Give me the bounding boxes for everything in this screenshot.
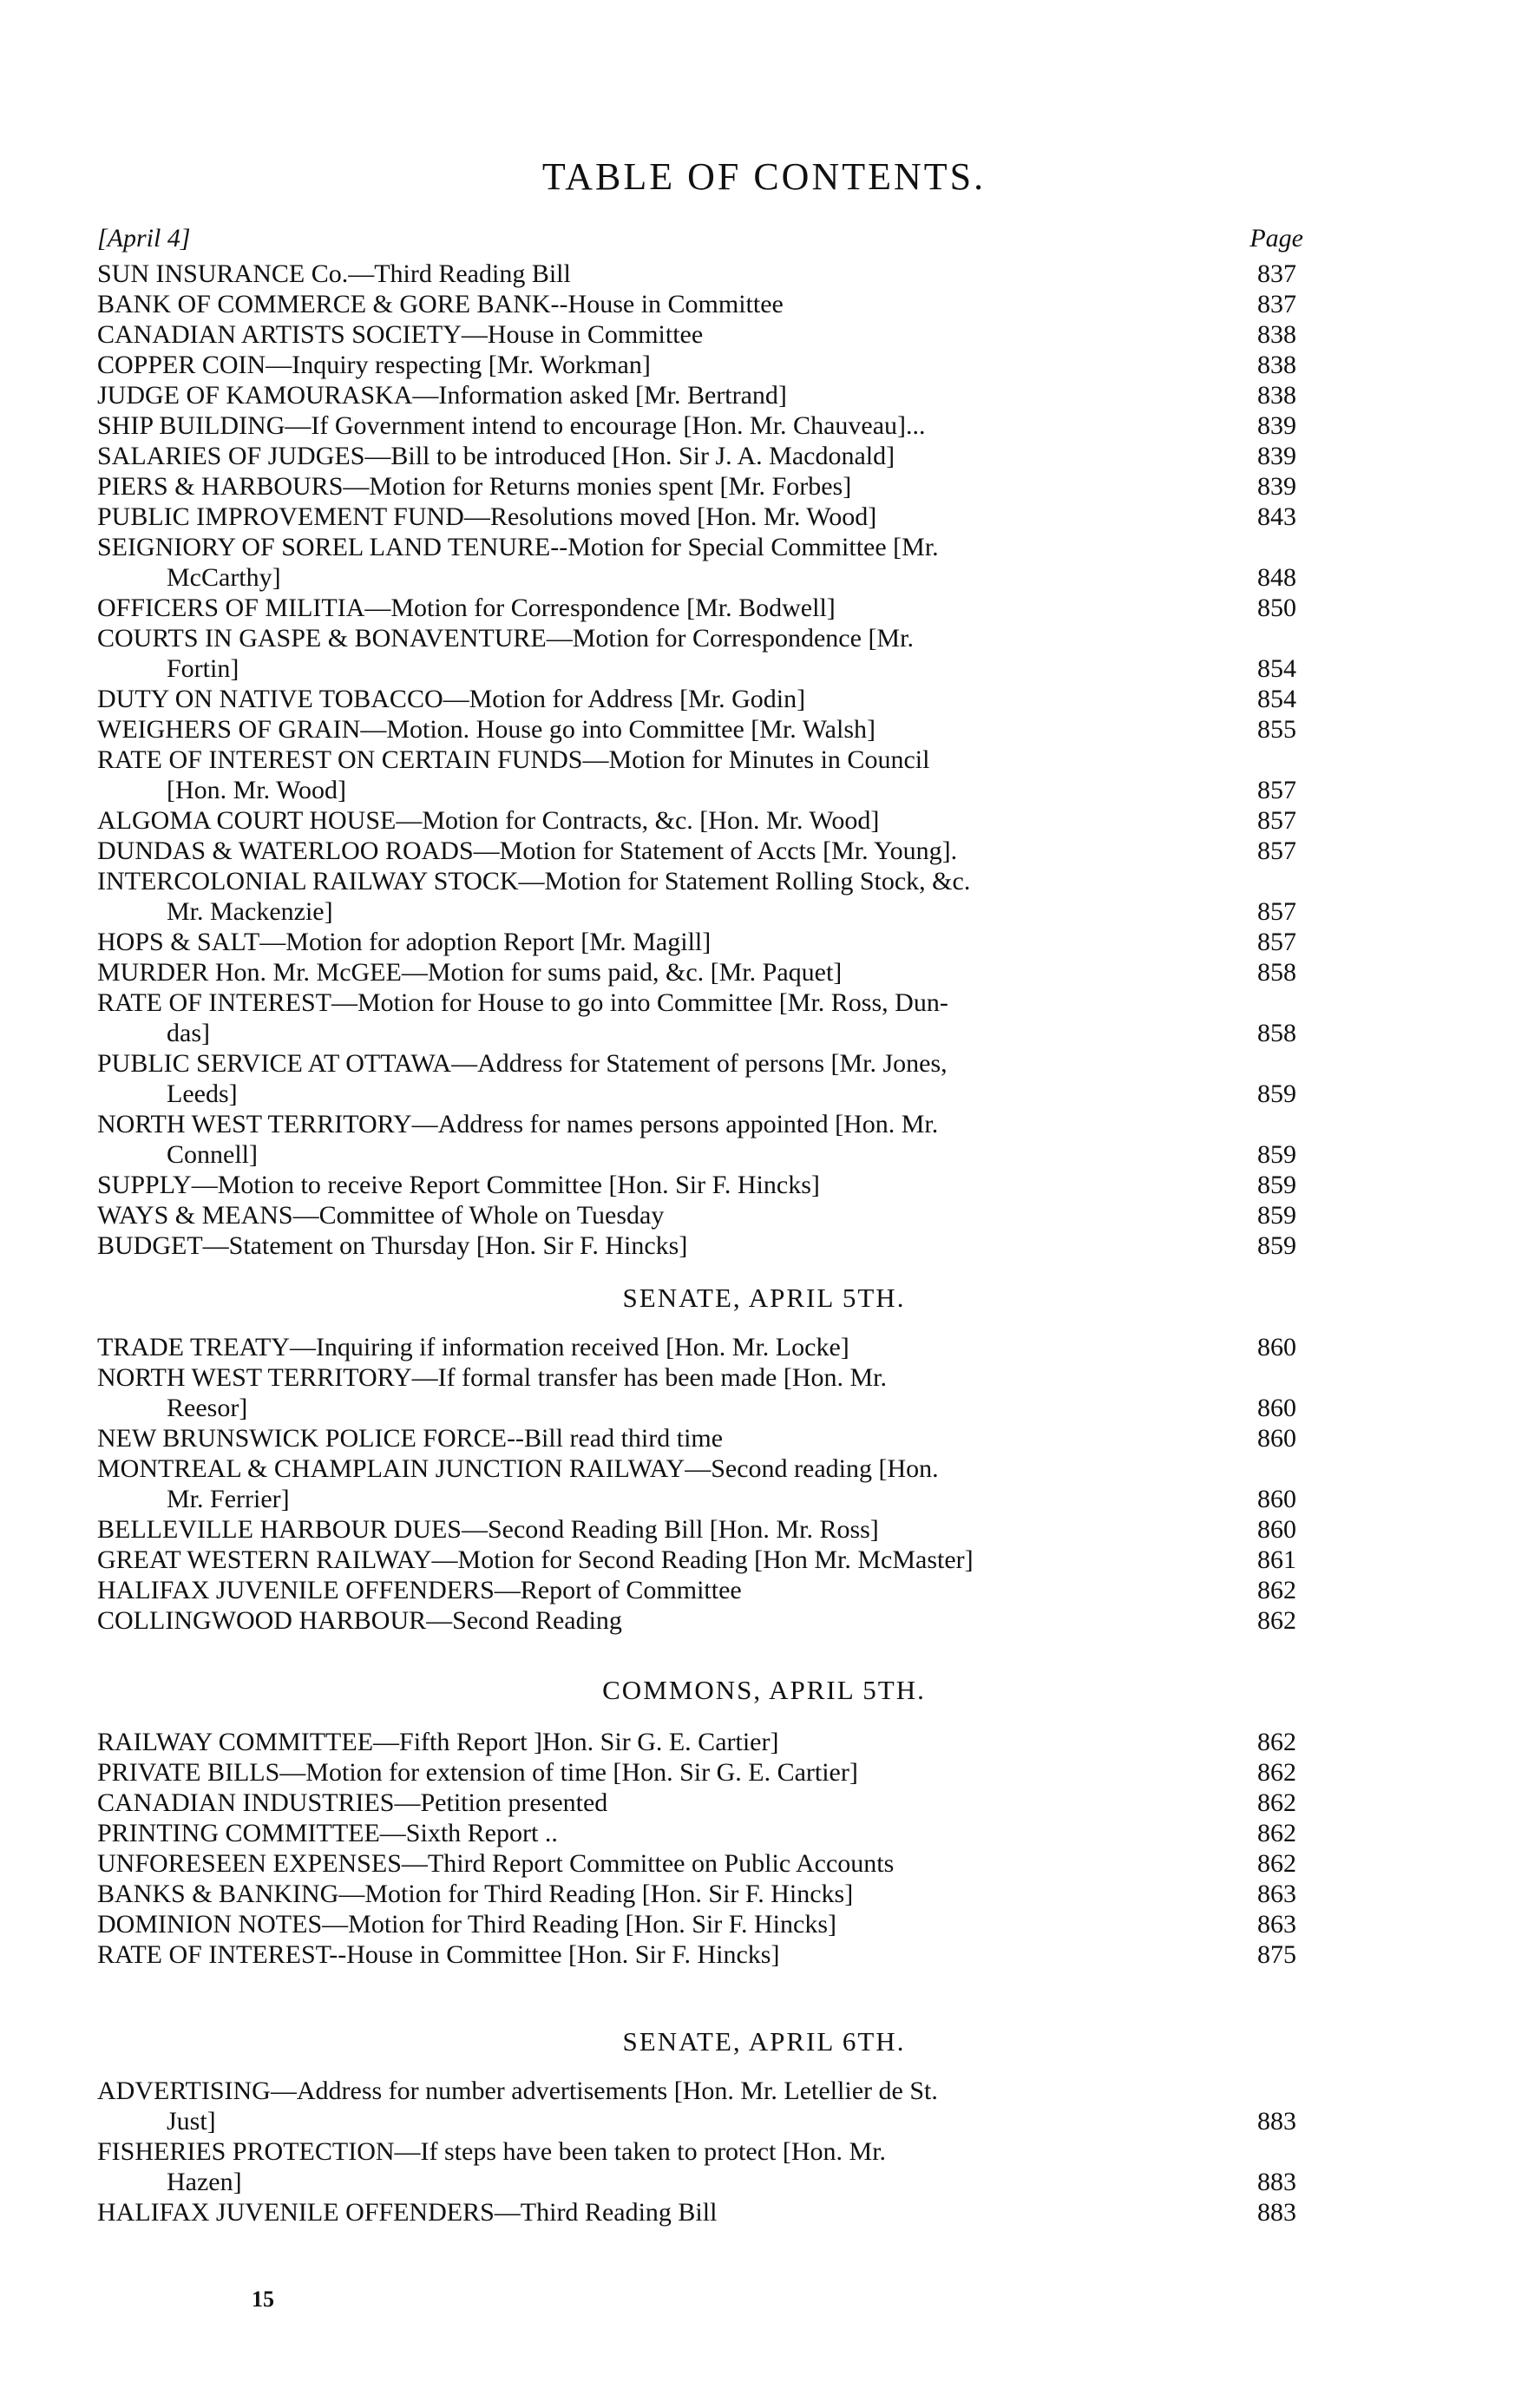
toc-entry-page-number: 860 <box>1257 1333 1296 1361</box>
toc-entry-title: PIERS & HARBOURS—Motion for Returns monies spent [Mr. Forbes] <box>97 472 852 501</box>
toc-entry-title: ADVERTISING—Address for number advertisements [Hon. Mr. Letellier de St. <box>97 2077 938 2105</box>
toc-entry-continuation: Fortin] <box>167 654 239 683</box>
toc-entry-title: MONTREAL & CHAMPLAIN JUNCTION RAILWAY—Second reading [Hon. <box>97 1454 939 1483</box>
toc-entry-title: COURTS IN GASPE & BONAVENTURE—Motion for Correspondence [Mr. <box>97 624 914 653</box>
toc-entry-title: PUBLIC IMPROVEMENT FUND—Resolutions moved [Hon. Mr. Wood] <box>97 502 877 531</box>
toc-entry-title: BUDGET—Statement on Thursday [Hon. Sir F. Hincks] <box>97 1231 688 1260</box>
toc-entry-title: BELLEVILLE HARBOUR DUES—Second Reading Bill [Hon. Mr. Ross] <box>97 1515 879 1544</box>
date-header: [April 4] <box>97 224 191 253</box>
toc-entry <box>97 410 1303 441</box>
toc-entry-title: ALGOMA COURT HOUSE—Motion for Contracts, &c. [Hon. Mr. Wood] <box>97 806 880 835</box>
toc-entry <box>97 319 1303 350</box>
toc-entry-title: SUPPLY—Motion to receive Report Committee [Hon. Sir F. Hincks] <box>97 1171 820 1199</box>
toc-entry-page-number: 859 <box>1257 1201 1296 1230</box>
toc-entry <box>97 1788 1303 1818</box>
toc-entry-title: DUNDAS & WATERLOO ROADS—Motion for Statement of Accts [Mr. Young]. <box>97 837 958 865</box>
toc-entry <box>97 745 1303 805</box>
toc-entry-continuation: Mr. Mackenzie] <box>167 897 333 926</box>
toc-entry <box>97 1453 1303 1514</box>
toc-entry <box>97 1109 1303 1170</box>
toc-entry-title: RATE OF INTEREST--House in Committee [Hon. Sir F. Hincks] <box>97 1940 780 1969</box>
toc-entry-title: SALARIES OF JUDGES—Bill to be introduced [Hon. Sir J. A. Macdonald] <box>97 442 895 470</box>
toc-entry-page-number: 883 <box>1257 2168 1296 2196</box>
toc-entry-page-number: 859 <box>1257 1171 1296 1199</box>
toc-entry-page-number: 839 <box>1257 411 1296 440</box>
toc-entry-page-number: 839 <box>1257 472 1296 501</box>
toc-entry-page-number: 860 <box>1257 1485 1296 1513</box>
toc-entry-page-number: 862 <box>1257 1788 1296 1817</box>
section-0-entries <box>97 259 1303 1261</box>
toc-entry-page-number: 837 <box>1257 259 1296 288</box>
toc-entry-title: GREAT WESTERN RAILWAY—Motion for Second Reading [Hon Mr. McMaster] <box>97 1545 974 1574</box>
toc-entry-continuation: Reesor] <box>167 1394 248 1422</box>
toc-entry-page-number: 859 <box>1257 1079 1296 1108</box>
toc-entry-title: RATE OF INTEREST—Motion for House to go into Committee [Mr. Ross, Dun- <box>97 988 948 1017</box>
page-folio-number: 15 <box>252 2287 274 2312</box>
toc-entry-page-number: 838 <box>1257 320 1296 349</box>
toc-entry <box>97 2136 1303 2197</box>
section-1-entries <box>97 1332 1303 1636</box>
page-column-label: Page <box>1249 224 1303 253</box>
toc-entry <box>97 987 1303 1048</box>
section-heading: SENATE, APRIL 6TH. <box>622 2026 906 2057</box>
toc-entry-page-number: 862 <box>1257 1576 1296 1604</box>
toc-entry-page-number: 883 <box>1257 2198 1296 2227</box>
toc-entry-page-number: 850 <box>1257 594 1296 622</box>
toc-entry-page-number: 843 <box>1257 502 1296 531</box>
toc-entry-title: HALIFAX JUVENILE OFFENDERS—Third Reading Bill <box>97 2198 718 2227</box>
toc-entry-page-number: 862 <box>1257 1606 1296 1635</box>
toc-entry-page-number: 861 <box>1257 1545 1296 1574</box>
toc-entry-page-number: 857 <box>1257 928 1296 956</box>
toc-entry <box>97 805 1303 836</box>
toc-entry <box>97 1939 1303 1970</box>
toc-entry-title: COPPER COIN—Inquiry respecting [Mr. Workman] <box>97 351 651 379</box>
toc-entry-page-number: 860 <box>1257 1515 1296 1544</box>
toc-entry-continuation: Leeds] <box>167 1079 238 1108</box>
toc-entry <box>97 1423 1303 1453</box>
toc-entry-page-number: 857 <box>1257 776 1296 804</box>
toc-entry-page-number: 857 <box>1257 897 1296 926</box>
toc-entry <box>97 1757 1303 1788</box>
toc-entry-page-number: 848 <box>1257 563 1296 592</box>
toc-entry-page-number: 862 <box>1257 1849 1296 1878</box>
section-3-entries <box>97 2076 1303 2228</box>
toc-entry-page-number: 858 <box>1257 1019 1296 1047</box>
toc-entry-title: WEIGHERS OF GRAIN—Motion. House go into Committee [Mr. Walsh] <box>97 715 875 744</box>
toc-entry-title: SHIP BUILDING—If Government intend to encourage [Hon. Mr. Chauveau]... <box>97 411 926 440</box>
toc-entry <box>97 1048 1303 1109</box>
toc-entry <box>97 714 1303 745</box>
toc-entry-title: MURDER Hon. Mr. McGEE—Motion for sums paid, &c. [Mr. Paquet] <box>97 958 843 987</box>
section-heading: COMMONS, APRIL 5TH. <box>602 1675 926 1705</box>
toc-entry-page-number: 860 <box>1257 1424 1296 1453</box>
toc-entry <box>97 471 1303 502</box>
toc-entry <box>97 927 1303 957</box>
toc-entry-continuation: Just] <box>167 2107 216 2136</box>
toc-entry <box>97 1170 1303 1200</box>
toc-entry-page-number: 863 <box>1257 1880 1296 1908</box>
toc-entry-title: NORTH WEST TERRITORY—Address for names persons appointed [Hon. Mr. <box>97 1110 939 1138</box>
section-heading: SENATE, APRIL 5TH. <box>622 1283 906 1313</box>
toc-entry <box>97 593 1303 623</box>
column-header-row <box>97 224 1303 259</box>
toc-entry-page-number: 854 <box>1257 685 1296 713</box>
toc-entry-title: BANK OF COMMERCE & GORE BANK--House in Committee <box>97 290 784 318</box>
toc-entry-title: HOPS & SALT—Motion for adoption Report [Mr. Magill] <box>97 928 712 956</box>
toc-entry-page-number: 838 <box>1257 381 1296 410</box>
toc-entry-title: JUDGE OF KAMOURASKA—Information asked [Mr. Bertrand] <box>97 381 787 410</box>
toc-entry-title: INTERCOLONIAL RAILWAY STOCK—Motion for Statement Rolling Stock, &c. <box>97 867 971 896</box>
toc-entry <box>97 1605 1303 1636</box>
toc-entry <box>97 1545 1303 1575</box>
toc-entry <box>97 380 1303 410</box>
toc-entry-title: RAILWAY COMMITTEE—Fifth Report ]Hon. Sir G. E. Cartier] <box>97 1728 779 1756</box>
toc-entry <box>97 866 1303 927</box>
toc-entry-page-number: 862 <box>1257 1819 1296 1847</box>
toc-entry <box>97 259 1303 289</box>
toc-entry-page-number: 863 <box>1257 1910 1296 1939</box>
toc-entry <box>97 2197 1303 2228</box>
toc-entry <box>97 1230 1303 1261</box>
toc-entry-page-number: 875 <box>1257 1940 1296 1969</box>
toc-entry-continuation: Connell] <box>167 1140 258 1169</box>
toc-entry-page-number: 859 <box>1257 1231 1296 1260</box>
toc-entry-continuation: McCarthy] <box>167 563 281 592</box>
toc-entry <box>97 350 1303 380</box>
toc-entry <box>97 836 1303 866</box>
toc-entry <box>97 1909 1303 1939</box>
toc-entry-page-number: 857 <box>1257 806 1296 835</box>
toc-entry-page-number: 858 <box>1257 958 1296 987</box>
toc-entry-title: FISHERIES PROTECTION—If steps have been taken to protect [Hon. Mr. <box>97 2137 887 2166</box>
page-title: TABLE OF CONTENTS. <box>541 155 987 198</box>
toc-entry-title: DOMINION NOTES—Motion for Third Reading [Hon. Sir F. Hincks] <box>97 1910 836 1939</box>
toc-entry-page-number: 859 <box>1257 1140 1296 1169</box>
toc-entry-page-number: 854 <box>1257 654 1296 683</box>
toc-entry <box>97 684 1303 714</box>
section-2-entries <box>97 1727 1303 1970</box>
toc-entry <box>97 1575 1303 1605</box>
toc-entry-continuation: das] <box>167 1019 210 1047</box>
toc-entry <box>97 1332 1303 1362</box>
toc-entry-continuation: Mr. Ferrier] <box>167 1485 290 1513</box>
toc-entry-title: RATE OF INTEREST ON CERTAIN FUNDS—Motion for Minutes in Council <box>97 745 930 774</box>
toc-entry-page-number: 837 <box>1257 290 1296 318</box>
toc-entry <box>97 1848 1303 1879</box>
toc-entry-title: CANADIAN INDUSTRIES—Petition presented <box>97 1788 608 1817</box>
toc-entry-title: OFFICERS OF MILITIA—Motion for Correspondence [Mr. Bodwell] <box>97 594 836 622</box>
toc-entry <box>97 1879 1303 1909</box>
toc-entry <box>97 289 1303 319</box>
toc-entry-page-number: 839 <box>1257 442 1296 470</box>
toc-entry-continuation: [Hon. Mr. Wood] <box>167 776 347 804</box>
toc-entry-title: HALIFAX JUVENILE OFFENDERS—Report of Committee <box>97 1576 742 1604</box>
toc-entry-title: PRIVATE BILLS—Motion for extension of time [Hon. Sir G. E. Cartier] <box>97 1758 858 1787</box>
toc-entry-title: PUBLIC SERVICE AT OTTAWA—Address for Statement of persons [Mr. Jones, <box>97 1049 948 1078</box>
toc-entry-title: NEW BRUNSWICK POLICE FORCE--Bill read third time <box>97 1424 724 1453</box>
toc-entry <box>97 1514 1303 1545</box>
toc-entry <box>97 441 1303 471</box>
toc-entry-title: WAYS & MEANS—Committee of Whole on Tuesday <box>97 1201 665 1230</box>
toc-entry <box>97 1362 1303 1423</box>
toc-entry-title: SUN INSURANCE Co.—Third Reading Bill <box>97 259 571 288</box>
toc-entry-page-number: 855 <box>1257 715 1296 744</box>
toc-entry <box>97 502 1303 532</box>
toc-entry-page-number: 883 <box>1257 2107 1296 2136</box>
toc-entry <box>97 1818 1303 1848</box>
toc-entry-page-number: 857 <box>1257 837 1296 865</box>
toc-entry-title: UNFORESEEN EXPENSES—Third Report Committee on Public Accounts <box>97 1849 895 1878</box>
toc-entry <box>97 532 1303 593</box>
toc-entry-title: TRADE TREATY—Inquiring if information received [Hon. Mr. Locke] <box>97 1333 849 1361</box>
toc-entry-title: CANADIAN ARTISTS SOCIETY—House in Committee <box>97 320 704 349</box>
toc-entry-title: NORTH WEST TERRITORY—If formal transfer has been made [Hon. Mr. <box>97 1363 887 1392</box>
toc-entry-title: PRINTING COMMITTEE—Sixth Report .. <box>97 1819 558 1847</box>
toc-entry <box>97 957 1303 987</box>
toc-entry-continuation: Hazen] <box>167 2168 242 2196</box>
toc-entry <box>97 1727 1303 1757</box>
toc-entry-title: SEIGNIORY OF SOREL LAND TENURE--Motion for Special Committee [Mr. <box>97 533 939 561</box>
toc-entry-page-number: 838 <box>1257 351 1296 379</box>
toc-entry-page-number: 862 <box>1257 1758 1296 1787</box>
toc-entry <box>97 2076 1303 2136</box>
toc-entry-title: COLLINGWOOD HARBOUR—Second Reading <box>97 1606 622 1635</box>
toc-entry-page-number: 862 <box>1257 1728 1296 1756</box>
toc-entry-title: DUTY ON NATIVE TOBACCO—Motion for Address [Mr. Godin] <box>97 685 806 713</box>
toc-entry <box>97 623 1303 684</box>
toc-entry-title: BANKS & BANKING—Motion for Third Reading [Hon. Sir F. Hincks] <box>97 1880 854 1908</box>
toc-entry-page-number: 860 <box>1257 1394 1296 1422</box>
toc-entry <box>97 1200 1303 1230</box>
